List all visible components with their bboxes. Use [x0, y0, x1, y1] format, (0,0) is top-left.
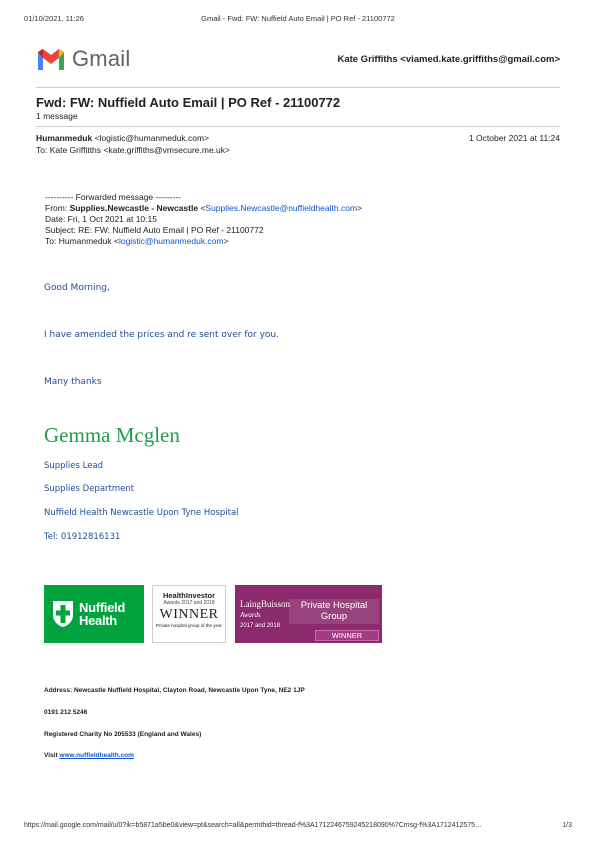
- signature-hospital: Nuffield Health Newcastle Upon Tyne Hospital: [44, 508, 239, 518]
- closing: Many thanks: [44, 377, 102, 387]
- thread-subject: Fwd: FW: Nuffield Auto Email | PO Ref - 21100772: [36, 95, 341, 110]
- healthinvestor-award-logo: [152, 585, 226, 643]
- shield-cross-icon: [52, 600, 74, 628]
- divider: [36, 126, 560, 127]
- forward-divider: ---------- Forwarded message ---------: [45, 192, 181, 202]
- nuffield-wordmark: [79, 601, 125, 627]
- hi-awards: Awards 2017 and 2018: [163, 600, 215, 606]
- footer-visit-label: Visit: [44, 752, 60, 759]
- sender-email: <logistic@humanmeduk.com>: [94, 133, 210, 143]
- hi-brand: HealthInvestor: [162, 591, 216, 600]
- forward-to-label: To: Humanmeduk <: [45, 236, 119, 246]
- print-url: https://mail.google.com/mail/u/0?ik=b5871a5be0&view=pt&search=all&permthid=thread-f%3A1712246759245218090%7Cmsg-f%3A1712412575…: [24, 822, 483, 829]
- message-to: To: Kate Griffitths <kate.griffiths@vmsecure.me.uk>: [36, 145, 230, 155]
- hi-winner: WINNER: [159, 607, 219, 622]
- lb-awards: Awards: [240, 611, 261, 619]
- account-label: Kate Griffiths <viamed.kate.griffiths@gmail.com>: [337, 54, 560, 65]
- nuffield-word-2: Health: [79, 613, 117, 628]
- nuffield-word-1: Nuffield: [79, 600, 125, 615]
- lb-category: Private Hospital Group: [289, 599, 379, 624]
- lb-winner: WINNER: [315, 630, 379, 641]
- forward-from-label: From:: [45, 203, 70, 213]
- nuffield-health-logo: [44, 585, 144, 643]
- signature-department: Supplies Department: [44, 484, 135, 494]
- forward-to: [45, 236, 228, 246]
- lb-years: 2017 and 2018: [240, 623, 281, 629]
- forward-to-close: >: [223, 236, 229, 246]
- signature-tel: Tel: 01912816131: [44, 532, 121, 542]
- page-number: 1/3: [562, 822, 572, 829]
- signature-name: Gemma Mcglen: [44, 423, 180, 447]
- footer-phone: 0191 212 5246: [44, 709, 88, 716]
- print-datetime: 01/10/2021, 11:26: [24, 14, 84, 23]
- forward-subject: Subject: RE: FW: Nuffield Auto Email | PO Ref - 21100772: [45, 225, 264, 235]
- message-date: 1 October 2021 at 11:24: [468, 133, 560, 143]
- hi-sub: Private hospital group of the year: [155, 623, 223, 628]
- greeting: Good Morning,: [44, 283, 110, 293]
- forward-to-email-link[interactable]: logistic@humanmeduk.com: [118, 236, 224, 246]
- message-count: 1 message: [36, 111, 78, 121]
- gmail-wordmark: Gmail: [72, 46, 131, 71]
- footer-visit: [44, 752, 134, 759]
- print-title: Gmail - Fwd: FW: Nuffield Auto Email | PO Ref - 21100772: [201, 14, 395, 23]
- laingbuisson-award-logo: [235, 585, 382, 643]
- print-header: [24, 14, 572, 23]
- website-link[interactable]: www.nuffieldhealth.com: [59, 752, 134, 759]
- sender-name: Humanmeduk: [36, 133, 93, 143]
- print-footer: [24, 822, 572, 829]
- body-line: I have amended the prices and re sent over for you.: [44, 330, 279, 340]
- forward-from-name: Supplies.Newcastle - Newcastle: [69, 203, 199, 213]
- footer-charity: Registered Charity No 205533 (England and Wales): [44, 731, 202, 738]
- forward-from-email-link[interactable]: Supplies.Newcastle@nuffieldhealth.com: [205, 203, 358, 213]
- gmail-logo[interactable]: [36, 46, 130, 72]
- signature-role: Supplies Lead: [44, 461, 104, 471]
- gmail-header: [36, 44, 560, 88]
- lb-brand: LaingBuisson: [240, 599, 291, 609]
- footer-address: Address: Newcastle Nuffield Hospital, Clayton Road, Newcastle Upon Tyne, NE2 1JP: [44, 687, 305, 694]
- forward-date: Date: Fri, 1 Oct 2021 at 10:15: [45, 214, 157, 224]
- gmail-m-icon: [36, 48, 66, 71]
- message-from: [36, 133, 209, 143]
- forward-from: From: Supplies.Newcastle - Newcastle <Supplies.Newcastle@nuffieldhealth.com>: [45, 203, 362, 213]
